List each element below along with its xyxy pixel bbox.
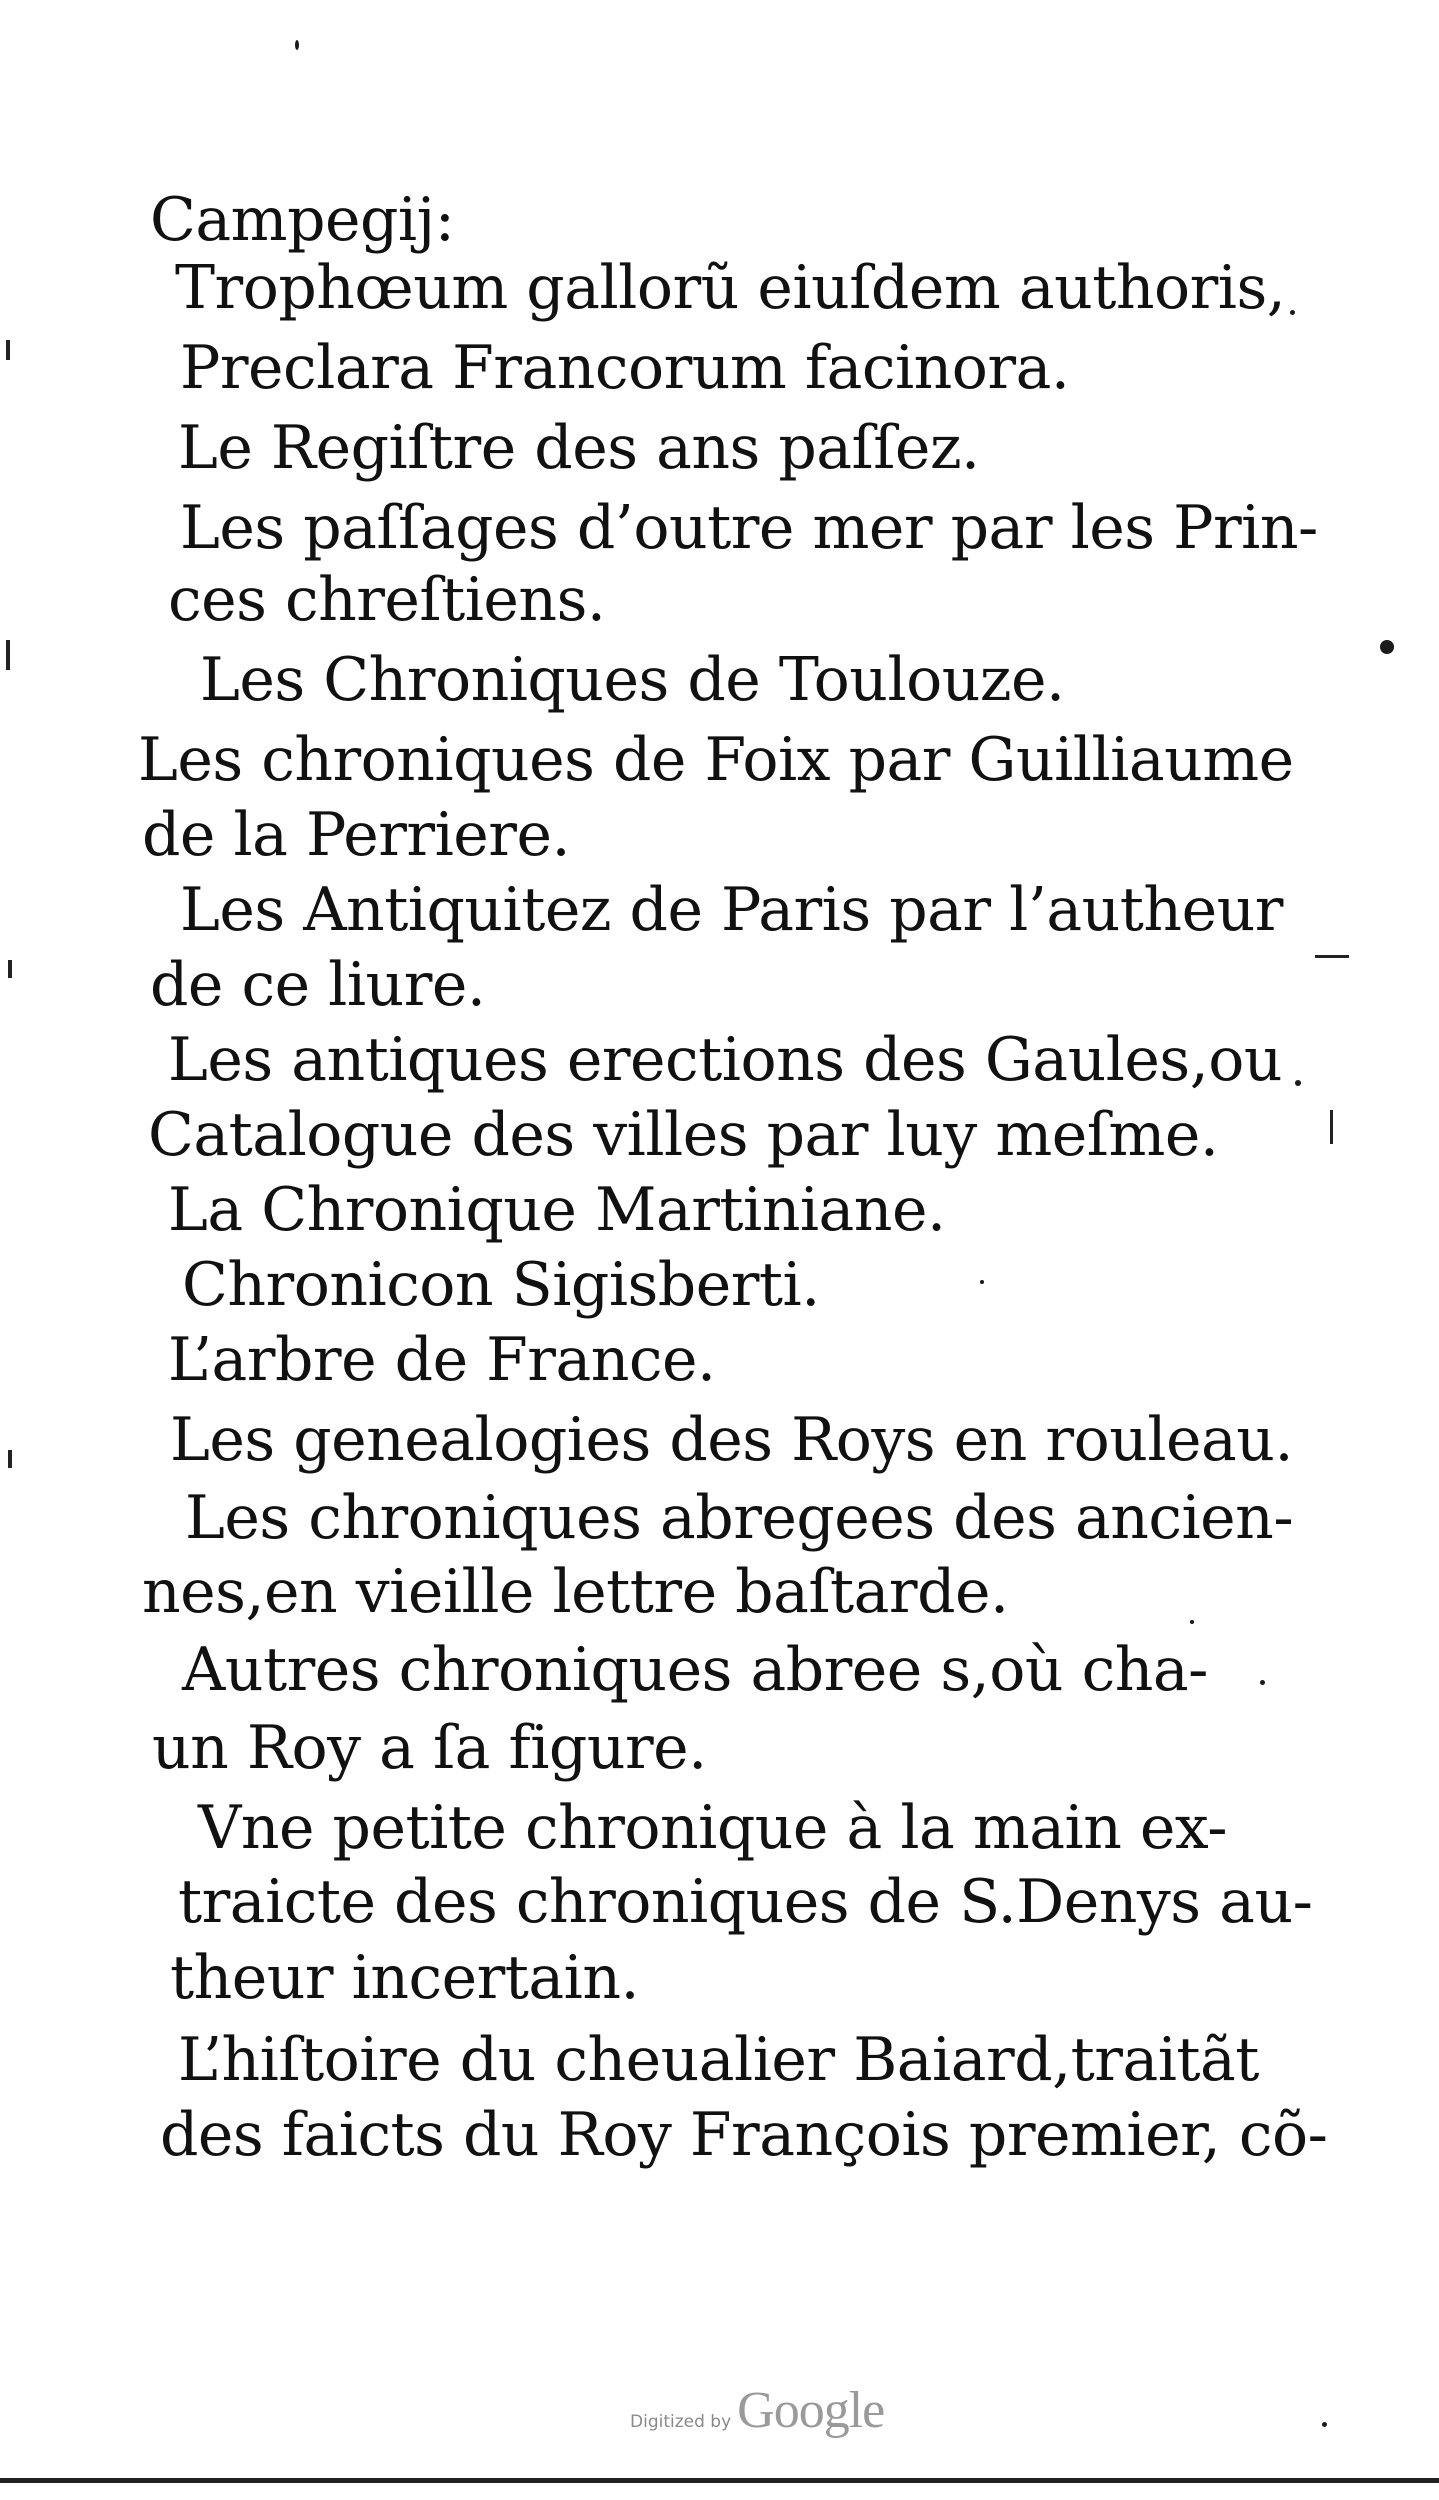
ink-speck: [1290, 310, 1295, 315]
text-line: un Roy a ſa figure.: [152, 1713, 707, 1783]
margin-mark: [6, 640, 10, 670]
ink-speck: [980, 1280, 984, 1284]
watermark-prefix: Digitized by: [630, 2412, 732, 2432]
digitized-watermark: [630, 2370, 930, 2440]
text-line: Les genealogies des Roys en rouleau.: [170, 1405, 1294, 1475]
margin-mark: [6, 340, 10, 360]
margin-mark: [1315, 955, 1349, 958]
google-logo: Google: [737, 2382, 885, 2439]
text-line: Le Regiſtre des ans paſſez.: [178, 413, 980, 483]
text-line: theur incertain.: [170, 1943, 640, 2013]
ink-speck: [295, 40, 299, 50]
text-line: de la Perriere.: [142, 800, 571, 870]
margin-mark: [8, 1450, 12, 1468]
text-line: ces chreſtiens.: [168, 565, 606, 635]
text-line: Catalogue des villes par luy meſme.: [148, 1100, 1219, 1170]
text-line: L’hiſtoire du cheualier Baiard,traitãt: [178, 2025, 1259, 2095]
text-line: Autres chroniques abree s,où cha-: [182, 1635, 1208, 1705]
text-line: Trophœum gallorũ eiuſdem authoris,: [175, 253, 1286, 323]
text-line: traicte des chroniques de S.Denys au-: [178, 1867, 1313, 1937]
text-line: Chronicon Sigisberti.: [182, 1250, 820, 1320]
ink-speck: [1190, 1620, 1194, 1624]
margin-mark: [1330, 1110, 1333, 1144]
text-line: des faicts du Roy François premier, cõ-: [160, 2100, 1328, 2170]
text-line: de ce liure.: [150, 950, 486, 1020]
text-line: Campegij:: [150, 185, 455, 255]
scan-bottom-edge: [0, 2478, 1439, 2483]
ink-speck: [1322, 2422, 1327, 2427]
text-line: Les Chroniques de Toulouze.: [200, 645, 1065, 715]
text-line: La Chronique Martiniane.: [168, 1175, 946, 1245]
text-line: Les chroniques abregees des ancien-: [185, 1483, 1294, 1553]
ink-speck: [1260, 1680, 1265, 1685]
text-line: Les paſſages d’outre mer par les Prin-: [180, 493, 1318, 563]
ink-speck: [1295, 1080, 1301, 1086]
text-line: L’arbre de France.: [168, 1325, 716, 1395]
text-line: Vne petite chronique à la main ex-: [198, 1793, 1227, 1863]
text-line: Les Antiquitez de Paris par l’autheur: [180, 875, 1283, 945]
text-line: Preclara Francorum facinora.: [180, 333, 1070, 403]
text-line: Les chroniques de Foix par Guilliaume: [138, 725, 1294, 795]
margin-mark: [8, 960, 12, 978]
text-line: nes,en vieille lettre baſtarde.: [142, 1557, 1009, 1627]
ink-speck: [1380, 640, 1394, 654]
text-line: Les antiques erections des Gaules,ou: [168, 1025, 1283, 1095]
